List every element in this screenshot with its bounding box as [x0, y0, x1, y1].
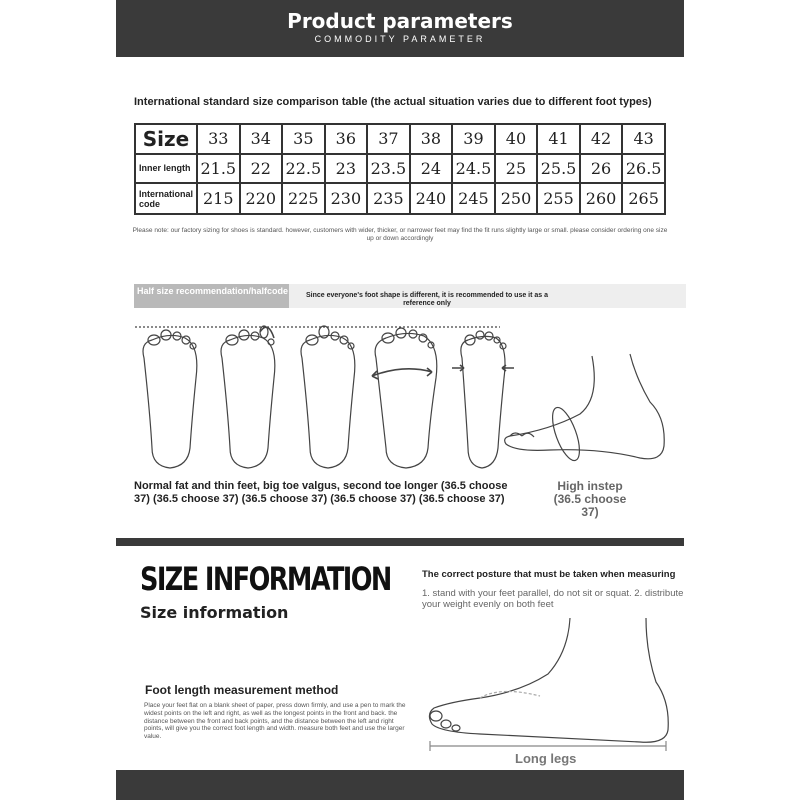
foot-high-instep-icon — [505, 354, 665, 464]
size-information-subheading: Size information — [140, 603, 289, 622]
footer-band — [116, 770, 684, 800]
international-code-cell: 250 — [495, 183, 538, 214]
size-cell: 43 — [622, 124, 665, 154]
size-cell: 37 — [367, 124, 410, 154]
foot-length-illustration — [420, 612, 680, 752]
foot-big-toe-valgus-icon — [221, 326, 275, 468]
size-information-heading: SIZE INFORMATION — [140, 560, 391, 598]
half-size-text: Since everyone's foot shape is different, it is recommended to use it as a reference only — [305, 292, 549, 307]
inner-length-header-cell: Inner length — [135, 154, 197, 184]
size-table — [134, 123, 666, 215]
international-code-cell: 215 — [197, 183, 240, 214]
page-title: Product parameters — [287, 9, 513, 33]
inner-length-cell: 23.5 — [367, 154, 410, 184]
size-cell: 34 — [240, 124, 283, 154]
inner-length-cell: 22 — [240, 154, 283, 184]
inner-length-cell: 25.5 — [537, 154, 580, 184]
method-text: Place your feet flat on a blank sheet of paper, press down firmly, and use a pen to mark the widest points on the left and right, as well as the longest points in the front and back. the distance between the front and back points, and the distance between the left and right points, will give you the correct foot length and width. measure both feet and use the larger value. — [144, 702, 406, 741]
high-instep-label: High instep (36.5 choose 37) — [553, 479, 627, 519]
inner-length-cell: 25 — [495, 154, 538, 184]
foot-types-caption: Normal fat and thin feet, big toe valgus, second toe longer (36.5 choose 37) (36.5 choose 37) (36.5 choose 37) (36.5 choose 37) (36.5 choose 37) — [134, 480, 508, 505]
half-size-label: Half size recommendation/halfcode — [134, 284, 289, 308]
international-code-cell: 225 — [282, 183, 325, 214]
inner-length-cell: 26 — [580, 154, 623, 184]
method-title: Foot length measurement method — [145, 683, 339, 697]
inner-length-cell: 23 — [325, 154, 368, 184]
inner-length-cell: 26.5 — [622, 154, 665, 184]
size-header-cell: Size — [135, 124, 197, 154]
size-cell: 39 — [452, 124, 495, 154]
size-cell: 38 — [410, 124, 453, 154]
long-legs-label: Long legs — [515, 751, 577, 766]
section-divider — [116, 538, 684, 546]
table-row — [135, 154, 665, 184]
international-code-cell: 245 — [452, 183, 495, 214]
foot-normal-icon — [143, 330, 197, 468]
table-row — [135, 183, 665, 214]
international-code-cell: 230 — [325, 183, 368, 214]
measure-posture-title: The correct posture that must be taken when measuring — [422, 569, 676, 580]
size-cell: 40 — [495, 124, 538, 154]
international-code-cell: 235 — [367, 183, 410, 214]
international-code-cell: 220 — [240, 183, 283, 214]
international-code-header-cell: International code — [135, 183, 197, 214]
foot-wide-icon — [372, 328, 437, 468]
sizing-note: Please note: our factory sizing for shoes is standard. however, customers with wider, thicker, or narrower feet may find the fit runs slightly large or small. please consider ordering one size up or down accordingly — [132, 227, 668, 242]
size-cell: 41 — [537, 124, 580, 154]
inner-length-cell: 24.5 — [452, 154, 495, 184]
inner-length-cell: 24 — [410, 154, 453, 184]
international-code-cell: 260 — [580, 183, 623, 214]
inner-length-cell: 21.5 — [197, 154, 240, 184]
table-row — [135, 124, 665, 154]
foot-narrow-icon — [452, 331, 514, 468]
inner-length-cell: 22.5 — [282, 154, 325, 184]
measure-posture-text: 1. stand with your feet parallel, do not sit or squat. 2. distribute your weight evenly on both feet — [422, 588, 684, 610]
size-table-caption: International standard size comparison table (the actual situation varies due to different foot types) — [134, 96, 652, 108]
international-code-cell: 240 — [410, 183, 453, 214]
size-cell: 42 — [580, 124, 623, 154]
international-code-cell: 265 — [622, 183, 665, 214]
international-code-cell: 255 — [537, 183, 580, 214]
foot-types-illustration — [130, 318, 670, 478]
foot-second-toe-longer-icon — [301, 326, 355, 468]
size-cell: 36 — [325, 124, 368, 154]
size-cell: 35 — [282, 124, 325, 154]
page-subtitle: COMMODITY PARAMETER — [314, 34, 486, 44]
size-cell: 33 — [197, 124, 240, 154]
header-band — [116, 0, 684, 57]
